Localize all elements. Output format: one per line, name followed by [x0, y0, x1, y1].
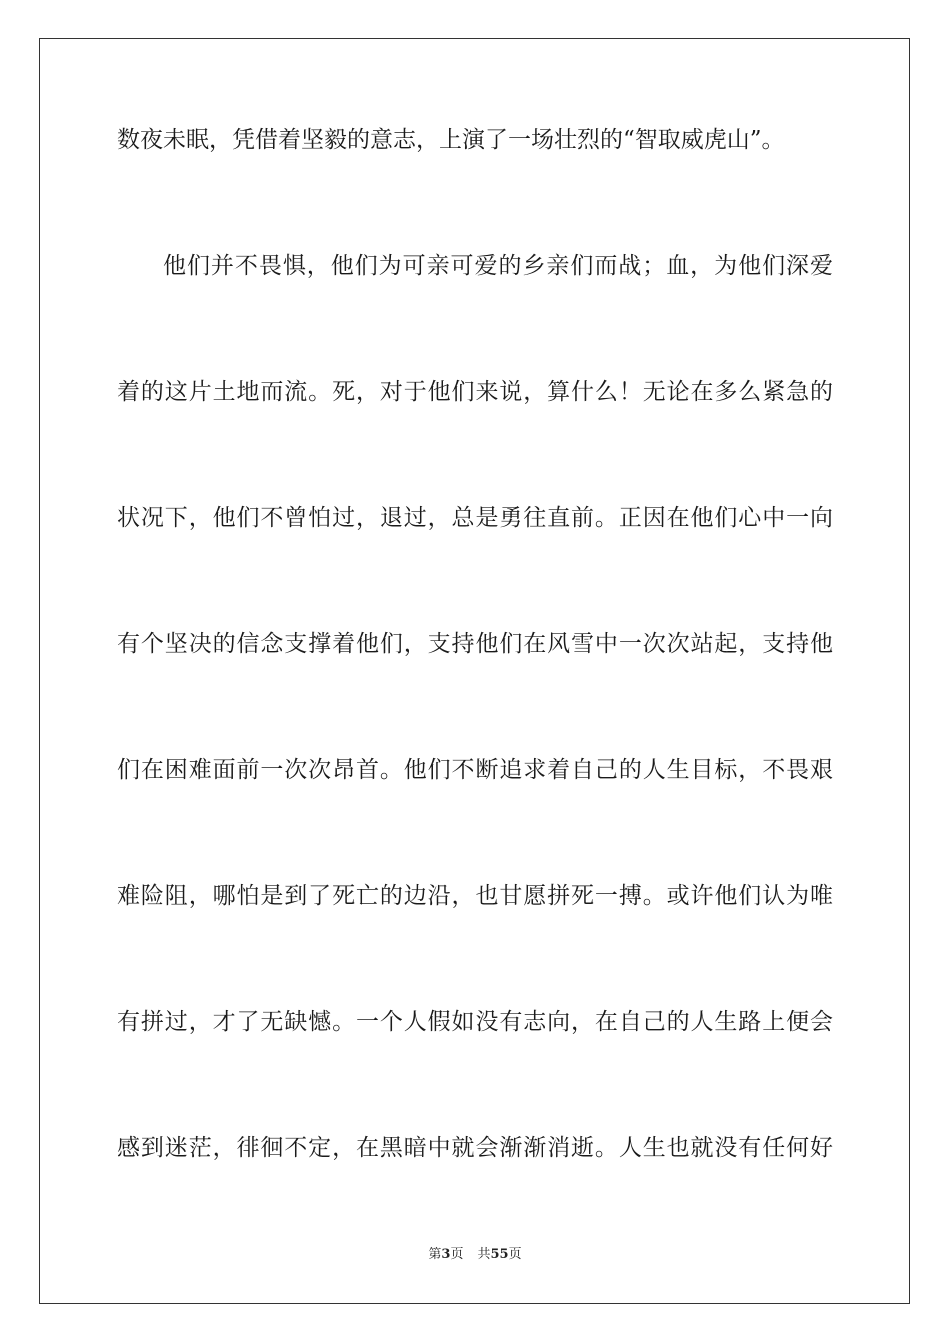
total-prefix: 共 — [477, 1247, 491, 1262]
text-line-6: 们在困难面前一次次昂首。他们不断追求着自己的人生目标，不畏艰 — [117, 757, 833, 783]
text-line-9: 感到迷茫，徘徊不定，在黑暗中就会渐渐消逝。人生也就没有任何好 — [117, 1135, 833, 1161]
page-footer — [0, 1247, 950, 1263]
page-number: 3 — [441, 1247, 451, 1262]
document-body — [117, 128, 833, 1161]
text-line-2: 他们并不畏惧，他们为可亲可爱的乡亲们而战；血，为他们深爱 — [163, 253, 833, 279]
total-suffix: 页 — [508, 1247, 522, 1262]
page-prefix: 第 — [428, 1247, 442, 1262]
text-line-5: 有个坚决的信念支撑着他们，支持他们在风雪中一次次站起，支持他 — [117, 631, 833, 657]
text-line-8: 有拼过，才了无缺憾。一个人假如没有志向，在自己的人生路上便会 — [117, 1009, 833, 1035]
total-pages: 55 — [490, 1247, 509, 1262]
text-line-3: 着的这片土地而流。死，对于他们来说，算什么！无论在多么紧急的 — [117, 379, 833, 405]
text-line-7: 难险阻，哪怕是到了死亡的边沿，也甘愿拼死一搏。或许他们认为唯 — [117, 883, 833, 909]
page-suffix: 页 — [450, 1247, 464, 1262]
text-line-1: 数夜未眠，凭借着坚毅的意志，上演了一场壮烈的“智取威虎山”。 — [117, 127, 785, 153]
text-line-4: 状况下，他们不曾怕过，退过，总是勇往直前。正因在他们心中一向 — [117, 505, 833, 531]
